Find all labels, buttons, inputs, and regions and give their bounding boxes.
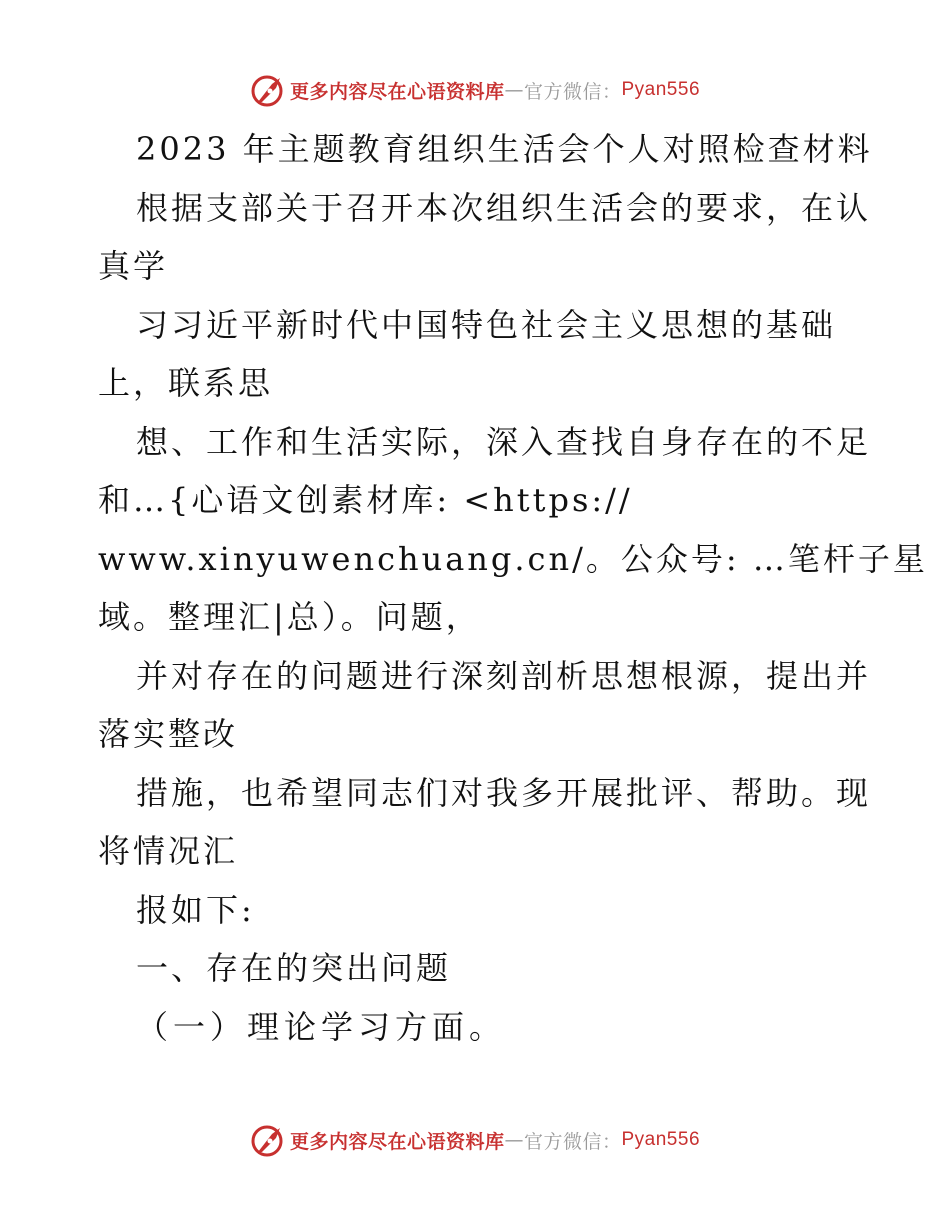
paragraph-line: 并对存在的问题进行深刻剖析思想根源，提出并: [136, 656, 872, 695]
watermark-label: 官方微信：: [523, 1130, 622, 1153]
watermark-label: 官方微信：: [523, 80, 622, 103]
paragraph-line: 真学: [98, 247, 169, 285]
section-heading: 一、存在的突出问题: [136, 949, 452, 987]
paragraph-line: 上，联系思: [98, 364, 274, 402]
watermark-separator: —: [504, 79, 524, 101]
paragraph-line: 想、工作和生活实际，深入查找自身存在的不足: [136, 422, 872, 461]
document-body: [98, 120, 928, 1056]
paragraph-line: 习习近平新时代中国特色社会主义思想的基础: [136, 305, 837, 344]
watermark-brand: 更多内容尽在心语资料库: [289, 1130, 505, 1153]
header-watermark: [0, 70, 950, 110]
paragraph-line: 落实整改: [98, 715, 239, 753]
paragraph-line: 措施，也希望同志们对我多开展批评、帮助。现: [136, 773, 872, 812]
document-title: 2023 年主题教育组织生活会个人对照检查材料: [136, 130, 873, 168]
paragraph-line: 将情况汇: [98, 832, 239, 870]
paragraph-line: 和…{心语文创素材库: <https://: [98, 481, 633, 519]
paragraph-line: 域。整理汇|总）。问题，: [98, 598, 481, 636]
pen-nib-logo-icon: [250, 1122, 286, 1158]
watermark-wechat-id: Pyan556: [621, 79, 701, 100]
subsection-heading: （一）理论学习方面。: [136, 1007, 507, 1046]
paragraph-line: 报如下:: [136, 890, 255, 929]
watermark-brand: 更多内容尽在心语资料库: [289, 80, 505, 103]
pen-nib-logo-icon: [250, 72, 286, 108]
paragraph-line: www.xinyuwenchuang.cn/。公众号: …笔杆子星: [98, 539, 928, 578]
paragraph-line: 根据支部关于召开本次组织生活会的要求，在认: [136, 188, 872, 227]
footer-watermark: [0, 1120, 950, 1160]
watermark-separator: —: [504, 1129, 524, 1151]
watermark-wechat-id: Pyan556: [621, 1129, 701, 1150]
